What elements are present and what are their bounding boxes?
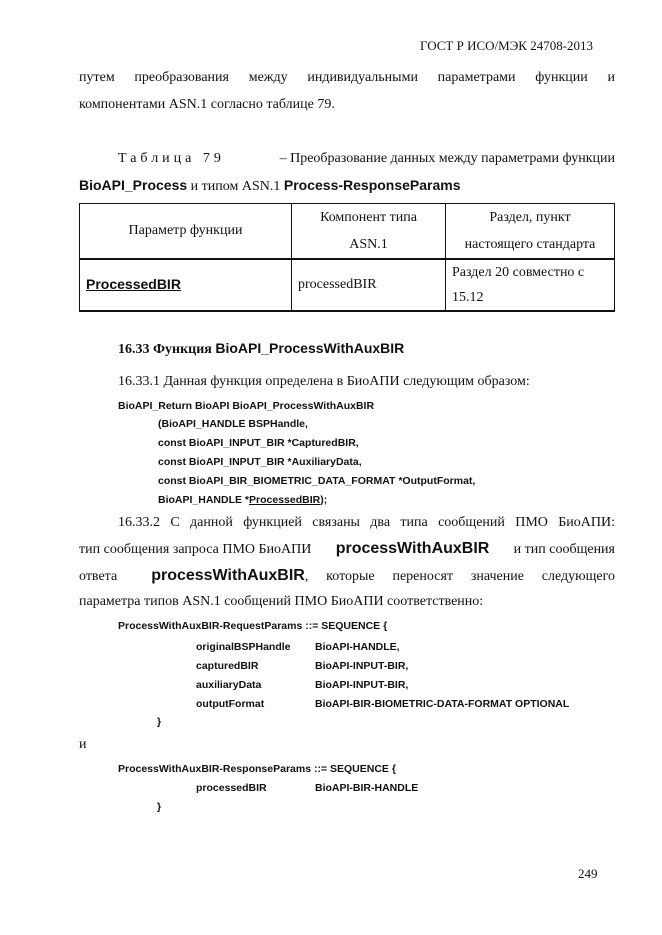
header-component-line-2: ASN.1: [349, 237, 388, 252]
request-field-type: BioAPI-INPUT-BIR,: [315, 679, 409, 691]
section-heading: [118, 340, 404, 358]
table-header-row: [80, 204, 615, 260]
header-section-line-2: настоящего стандарта: [464, 237, 596, 252]
request-seq-title: ProcessWithAuxBIR-RequestParams ::= SEQUENCE {: [118, 620, 388, 632]
intro-line-1: путем преобразования между индивидуальными параметрами функции и: [79, 70, 615, 85]
response-field-type: BioAPI-BIR-HANDLE: [315, 782, 419, 794]
response-seq-close: }: [157, 801, 162, 813]
request-seq-close: }: [157, 716, 162, 728]
header-section: [446, 204, 615, 260]
request-field-name: capturedBIR: [196, 660, 259, 672]
running-header: ГОСТ Р ИСО/МЭК 24708-2013: [420, 38, 594, 53]
table-caption-title: – Преобразование данных между параметрами функции: [279, 151, 615, 166]
request-field-name: auxiliaryData: [196, 679, 262, 691]
signature-line-1: BioAPI_Return BioAPI BioAPI_ProcessWithAuxBIR: [118, 400, 375, 412]
table-caption-label: Таблица 79: [118, 151, 225, 166]
caption-function-name: BioAPI_Process: [79, 177, 188, 193]
section-function-name: BioAPI_ProcessWithAuxBIR: [215, 340, 405, 356]
p2-line2-text-a: тип сообщения запроса ПМО БиоАПИ: [79, 542, 312, 557]
request-field-name: outputFormat: [196, 698, 265, 710]
request-field-name: originalBSPHandle: [196, 641, 291, 653]
p2-line3-text-c: , которые переносят значение следующего: [304, 569, 615, 584]
paragraph-16-33-2-line-3: [79, 567, 615, 585]
header-param: Параметр функции: [80, 204, 292, 260]
request-field-type: BioAPI-HANDLE,: [315, 641, 400, 653]
table-row: [80, 259, 615, 311]
p2-line2-fn: processWithAuxBIR: [335, 540, 490, 557]
signature-last-prefix: BioAPI_HANDLE *: [158, 494, 250, 506]
signature-line-3: const BioAPI_INPUT_BIR *CapturedBIR,: [158, 437, 359, 449]
caption-middle-text: и типом ASN.1: [190, 179, 281, 194]
cell-param: [80, 259, 292, 311]
cell-section: [446, 259, 615, 311]
table-caption-line-2: [79, 177, 461, 195]
table-79: [79, 203, 615, 312]
signature-processed-bir: ProcessedBIR: [249, 494, 321, 506]
page-number: 249: [578, 866, 598, 881]
signature-line-5: const BioAPI_BIR_BIOMETRIC_DATA_FORMAT *OutputFormat,: [158, 475, 476, 487]
paragraph-16-33-2-line-1: 16.33.2 С данной функцией связаны два типа сообщений ПМО БиоАПИ:: [118, 515, 615, 530]
header-section-line-1: Раздел, пункт: [489, 210, 571, 225]
conjunction: и: [79, 737, 87, 752]
paragraph-16-33-1: 16.33.1 Данная функция определена в БиоАПИ следующим образом:: [118, 374, 530, 389]
header-component: [292, 204, 446, 260]
response-field-name: processedBIR: [196, 782, 267, 794]
intro-line-2: компонентами ASN.1 согласно таблице 79.: [79, 97, 335, 112]
request-field-type: BioAPI-INPUT-BIR,: [315, 660, 409, 672]
signature-last-suffix: );: [320, 494, 328, 506]
signature-line-4: const BioAPI_INPUT_BIR *AuxiliaryData,: [158, 456, 362, 468]
paragraph-16-33-2-line-2: [79, 540, 615, 558]
cell-section-line-1: Раздел 20 совместно с: [452, 265, 585, 280]
table-caption-line-1: [118, 151, 615, 167]
signature-line-2: (BioAPI_HANDLE BSPHandle,: [158, 418, 308, 430]
p2-line2-text-c: и тип сообщения: [513, 542, 615, 557]
request-field-type: BioAPI-BIR-BIOMETRIC-DATA-FORMAT OPTIONAL: [315, 698, 570, 710]
paragraph-16-33-2-line-4: параметра типов ASN.1 сообщений ПМО БиоАПИ соответственно:: [79, 594, 484, 609]
caption-type-name: Process-ResponseParams: [283, 177, 461, 193]
header-component-line-1: Компонент типа: [320, 210, 417, 225]
p2-line3-fn: processWithAuxBIR: [151, 567, 305, 584]
processed-bir-param: ProcessedBIR: [86, 276, 181, 292]
cell-section-line-2: 15.12: [452, 290, 484, 305]
cell-component: processedBIR: [292, 259, 446, 311]
response-seq-title: ProcessWithAuxBIR-ResponseParams ::= SEQUENCE {: [118, 763, 396, 775]
p2-line3-text-a: ответа: [79, 569, 118, 584]
section-number: 16.33 Функция: [118, 342, 212, 357]
signature-line-6: [158, 494, 327, 506]
